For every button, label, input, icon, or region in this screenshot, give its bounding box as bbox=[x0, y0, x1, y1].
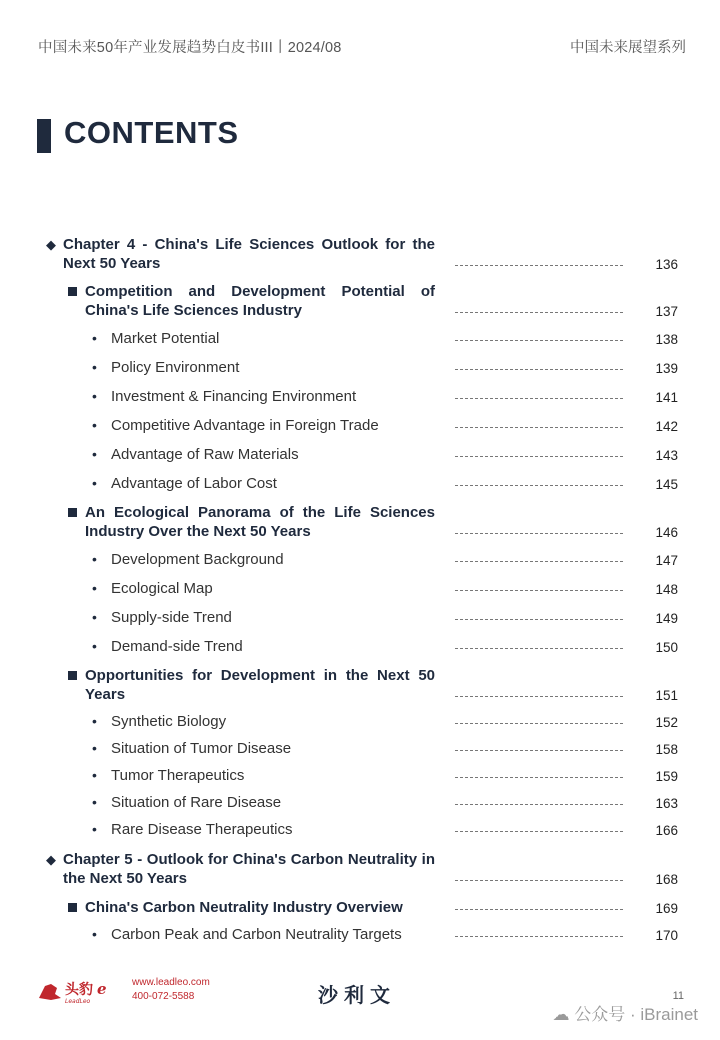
toc-page-number: 159 bbox=[655, 769, 678, 784]
toc-leader-dots bbox=[455, 750, 623, 751]
toc-leader-dots bbox=[455, 831, 623, 832]
toc-page-number: 147 bbox=[655, 553, 678, 568]
toc-leader-dots bbox=[455, 340, 623, 341]
wechat-icon: ☁ bbox=[552, 1005, 570, 1024]
diamond-bullet-icon: ◆ bbox=[46, 852, 56, 867]
toc-entry-title: Ecological Map bbox=[111, 580, 213, 597]
toc-leader-dots bbox=[455, 561, 623, 562]
toc-page-number: 158 bbox=[655, 742, 678, 757]
dot-bullet-icon: • bbox=[92, 926, 97, 942]
dot-bullet-icon: • bbox=[92, 580, 97, 596]
toc-entry-title: Chapter 4 - China's Life Sciences Outlook for the Next 50 Years bbox=[63, 236, 435, 272]
toc-page-number: 170 bbox=[655, 928, 678, 943]
toc-page-number: 145 bbox=[655, 477, 678, 492]
contents-heading: CONTENTS bbox=[64, 115, 239, 150]
dot-bullet-icon: • bbox=[92, 330, 97, 346]
toc-entry-title: Competition and Development Potential of China's Life Sciences Industry bbox=[85, 283, 435, 319]
toc-page-number: 137 bbox=[655, 304, 678, 319]
toc-page-number: 141 bbox=[655, 390, 678, 405]
header-series-name: 中国未来展望系列 bbox=[570, 40, 686, 56]
toc-entry-title: An Ecological Panorama of the Life Sciences Industry Over the Next 50 Years bbox=[85, 504, 435, 540]
toc-page-number: 136 bbox=[655, 257, 678, 272]
toc-entry-title: China's Carbon Neutrality Industry Overview bbox=[85, 899, 403, 916]
toc-entry-title: Advantage of Labor Cost bbox=[111, 475, 277, 492]
toc-page-number: 146 bbox=[655, 525, 678, 540]
toc-page-number: 139 bbox=[655, 361, 678, 376]
toc-entry-title: Demand-side Trend bbox=[111, 638, 243, 655]
logo-subtext: LeadLeo bbox=[65, 998, 91, 1004]
toc-entry-title: Rare Disease Therapeutics bbox=[111, 821, 293, 838]
toc-entry-title: Policy Environment bbox=[111, 359, 240, 376]
toc-entry-title: Situation of Rare Disease bbox=[111, 794, 282, 811]
toc-leader-dots bbox=[455, 265, 623, 266]
svg-text:e: e bbox=[97, 980, 107, 998]
footer-website[interactable]: www.leadleo.com bbox=[132, 977, 210, 988]
leadleo-logo bbox=[37, 978, 127, 1004]
toc-leader-dots bbox=[455, 936, 623, 937]
toc-page-number: 143 bbox=[655, 448, 678, 463]
toc-entry-title: Competitive Advantage in Foreign Trade bbox=[111, 417, 379, 434]
toc-leader-dots bbox=[455, 909, 623, 910]
square-bullet-icon bbox=[68, 287, 77, 296]
toc-entry-title: Tumor Therapeutics bbox=[111, 767, 245, 784]
dot-bullet-icon: • bbox=[92, 794, 97, 810]
dot-bullet-icon: • bbox=[92, 417, 97, 433]
toc-leader-dots bbox=[455, 456, 623, 457]
toc-leader-dots bbox=[455, 777, 623, 778]
dot-bullet-icon: • bbox=[92, 551, 97, 567]
dot-bullet-icon: • bbox=[92, 475, 97, 491]
toc-entry-title: Opportunities for Development in the Next 50 Years bbox=[85, 667, 435, 703]
toc-entry-title: Carbon Peak and Carbon Neutrality Targets bbox=[111, 926, 402, 943]
toc-entry-title: Development Background bbox=[111, 551, 284, 568]
wechat-watermark bbox=[553, 1000, 698, 1025]
dot-bullet-icon: • bbox=[92, 446, 97, 462]
toc-page-number: 163 bbox=[655, 796, 678, 811]
toc-leader-dots bbox=[455, 398, 623, 399]
square-bullet-icon bbox=[68, 508, 77, 517]
toc-page-number: 138 bbox=[655, 332, 678, 347]
toc-leader-dots bbox=[455, 369, 623, 370]
footer-contact bbox=[132, 976, 210, 1004]
square-bullet-icon bbox=[68, 903, 77, 912]
toc-leader-dots bbox=[455, 533, 623, 534]
toc-leader-dots bbox=[455, 804, 623, 805]
toc-page-number: 168 bbox=[655, 872, 678, 887]
dot-bullet-icon: • bbox=[92, 609, 97, 625]
dot-bullet-icon: • bbox=[92, 713, 97, 729]
header-report-title: 中国未来50年产业发展趋势白皮书III丨2024/08 bbox=[38, 40, 342, 56]
dot-bullet-icon: • bbox=[92, 821, 97, 837]
dot-bullet-icon: • bbox=[92, 638, 97, 654]
dot-bullet-icon: • bbox=[92, 740, 97, 756]
dot-bullet-icon: • bbox=[92, 359, 97, 375]
toc-page-number: 142 bbox=[655, 419, 678, 434]
toc-page-number: 150 bbox=[655, 640, 678, 655]
toc-leader-dots bbox=[455, 312, 623, 313]
toc-leader-dots bbox=[455, 880, 623, 881]
toc-leader-dots bbox=[455, 619, 623, 620]
toc-entry-title: Synthetic Biology bbox=[111, 713, 227, 730]
toc-page-number: 166 bbox=[655, 823, 678, 838]
logo-text: 头豹 bbox=[65, 982, 93, 998]
toc-page-number: 151 bbox=[655, 688, 678, 703]
toc-leader-dots bbox=[455, 427, 623, 428]
toc-page-number: 169 bbox=[655, 901, 678, 916]
diamond-bullet-icon: ◆ bbox=[46, 237, 56, 252]
toc-entry-title: Market Potential bbox=[111, 330, 220, 347]
page-number: 11 bbox=[672, 990, 684, 1002]
frost-sullivan-brand: 沙利文 bbox=[318, 985, 396, 1007]
toc-leader-dots bbox=[455, 590, 623, 591]
toc-leader-dots bbox=[455, 485, 623, 486]
dot-bullet-icon: • bbox=[92, 388, 97, 404]
square-bullet-icon bbox=[68, 671, 77, 680]
toc-entry-title: Investment & Financing Environment bbox=[111, 388, 357, 405]
toc-leader-dots bbox=[455, 648, 623, 649]
footer-phone: 400-072-5588 bbox=[132, 991, 195, 1002]
toc-entry-title: Situation of Tumor Disease bbox=[111, 740, 292, 757]
toc-entry-title: Supply-side Trend bbox=[111, 609, 232, 626]
toc-leader-dots bbox=[455, 696, 623, 697]
toc-leader-dots bbox=[455, 723, 623, 724]
watermark-text: 公众号 · iBrainet bbox=[574, 1005, 698, 1024]
toc-page-number: 149 bbox=[655, 611, 678, 626]
dot-bullet-icon: • bbox=[92, 767, 97, 783]
toc-entry-title: Chapter 5 - Outlook for China's Carbon Neutrality in the Next 50 Years bbox=[63, 851, 435, 887]
toc-entry-title: Advantage of Raw Materials bbox=[111, 446, 299, 463]
toc-page-number: 148 bbox=[655, 582, 678, 597]
toc-page-number: 152 bbox=[655, 715, 678, 730]
